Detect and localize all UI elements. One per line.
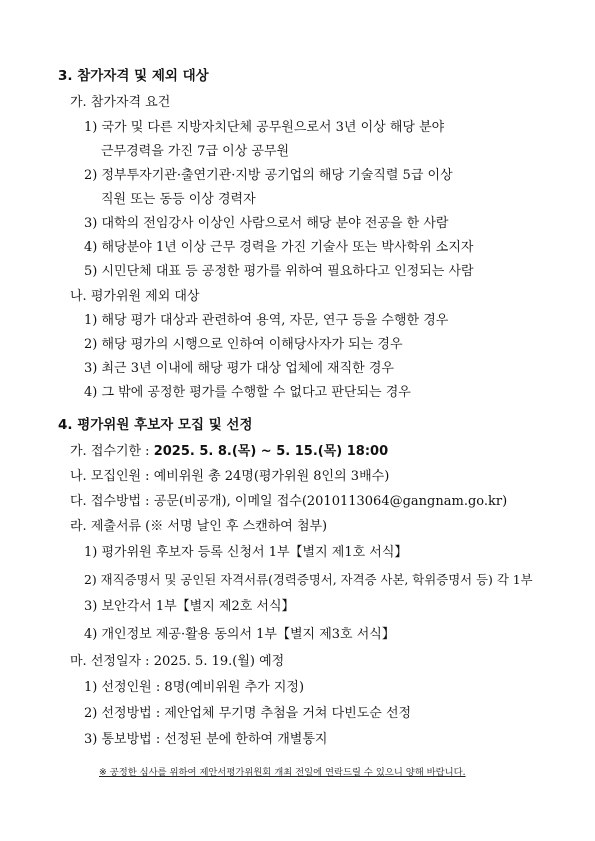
list-item: 4) 개인정보 제공·활용 동의서 1부【별지 제3호 서식】 <box>84 627 395 642</box>
list-item-continuation: 근무경력을 가진 7급 이상 공무원 <box>101 144 290 159</box>
select-date-row: 마. 선정일자 : 2025. 5. 19.(월) 예정 <box>70 654 285 669</box>
section-4-heading: 4. 평가위원 후보자 모집 및 선정 <box>58 417 253 433</box>
list-item: 1) 선정인원 : 8명(예비위원 추가 지정) <box>84 680 305 695</box>
list-item: 4) 해당분야 1년 이상 근무 경력을 가진 기술사 또는 박사학위 소지자 <box>84 240 474 255</box>
docs-label: 라. 제출서류 (※ 서명 날인 후 스캔하여 첨부) <box>70 519 328 534</box>
list-item: 1) 국가 및 다른 지방자치단체 공무원으로서 3년 이상 해당 분야 <box>84 120 445 135</box>
list-item: 2) 해당 평가의 시행으로 인하여 이해당사자가 되는 경우 <box>84 337 403 352</box>
deadline-row <box>70 443 388 461</box>
section-3-heading: 3. 참가자격 및 제외 대상 <box>58 68 209 84</box>
list-item: 5) 시민단체 대표 등 공정한 평가를 위하여 필요하다고 인정되는 사람 <box>84 264 474 279</box>
footnote: ※ 공정한 심사를 위하여 제안서평가위원회 개최 전일에 연락드릴 수 있으니 양해 바랍니다. <box>99 767 466 778</box>
deadline-label: 가. 접수기한 : <box>70 444 154 459</box>
list-item: 1) 해당 평가 대상과 관련하여 용역, 자문, 연구 등을 수행한 경우 <box>84 313 449 328</box>
list-item: 3) 보안각서 1부【별지 제2호 서식】 <box>84 599 295 614</box>
list-item: 2) 재직증명서 및 공인된 자격서류(경력증명서, 자격증 사본, 학위증명서 등) 각 1부 <box>84 572 533 587</box>
recruit-row: 나. 모집인원 : 예비위원 총 24명(평가위원 8인의 3배수) <box>70 469 390 484</box>
list-item: 1) 평가위원 후보자 등록 신청서 1부【별지 제1호 서식】 <box>84 545 408 560</box>
list-item-continuation: 직원 또는 동등 이상 경력자 <box>101 192 256 207</box>
method-row: 다. 접수방법 : 공문(비공개), 이메일 접수(2010113064@gangnam.go.kr) <box>70 494 508 509</box>
deadline-value: 2025. 5. 8.(목) ~ 5. 15.(목) 18:00 <box>153 444 389 459</box>
list-item: 2) 선정방법 : 제안업체 무기명 추첨을 거쳐 다빈도순 선정 <box>84 706 412 721</box>
list-item: 2) 정부투자기관·출연기관·지방 공기업의 해당 기술직렬 5급 이상 <box>84 168 453 183</box>
section-3a-label: 가. 참가자격 요건 <box>70 95 171 110</box>
section-3b-label: 나. 평가위원 제외 대상 <box>70 289 200 304</box>
list-item: 3) 대학의 전임강사 이상인 사람으로서 해당 분야 전공을 한 사람 <box>84 216 449 231</box>
list-item: 3) 통보방법 : 선정된 분에 한하여 개별통지 <box>84 732 328 747</box>
list-item: 3) 최근 3년 이내에 해당 평가 대상 업체에 재직한 경우 <box>84 361 394 376</box>
list-item: 4) 그 밖에 공정한 평가를 수행할 수 없다고 판단되는 경우 <box>84 385 411 400</box>
